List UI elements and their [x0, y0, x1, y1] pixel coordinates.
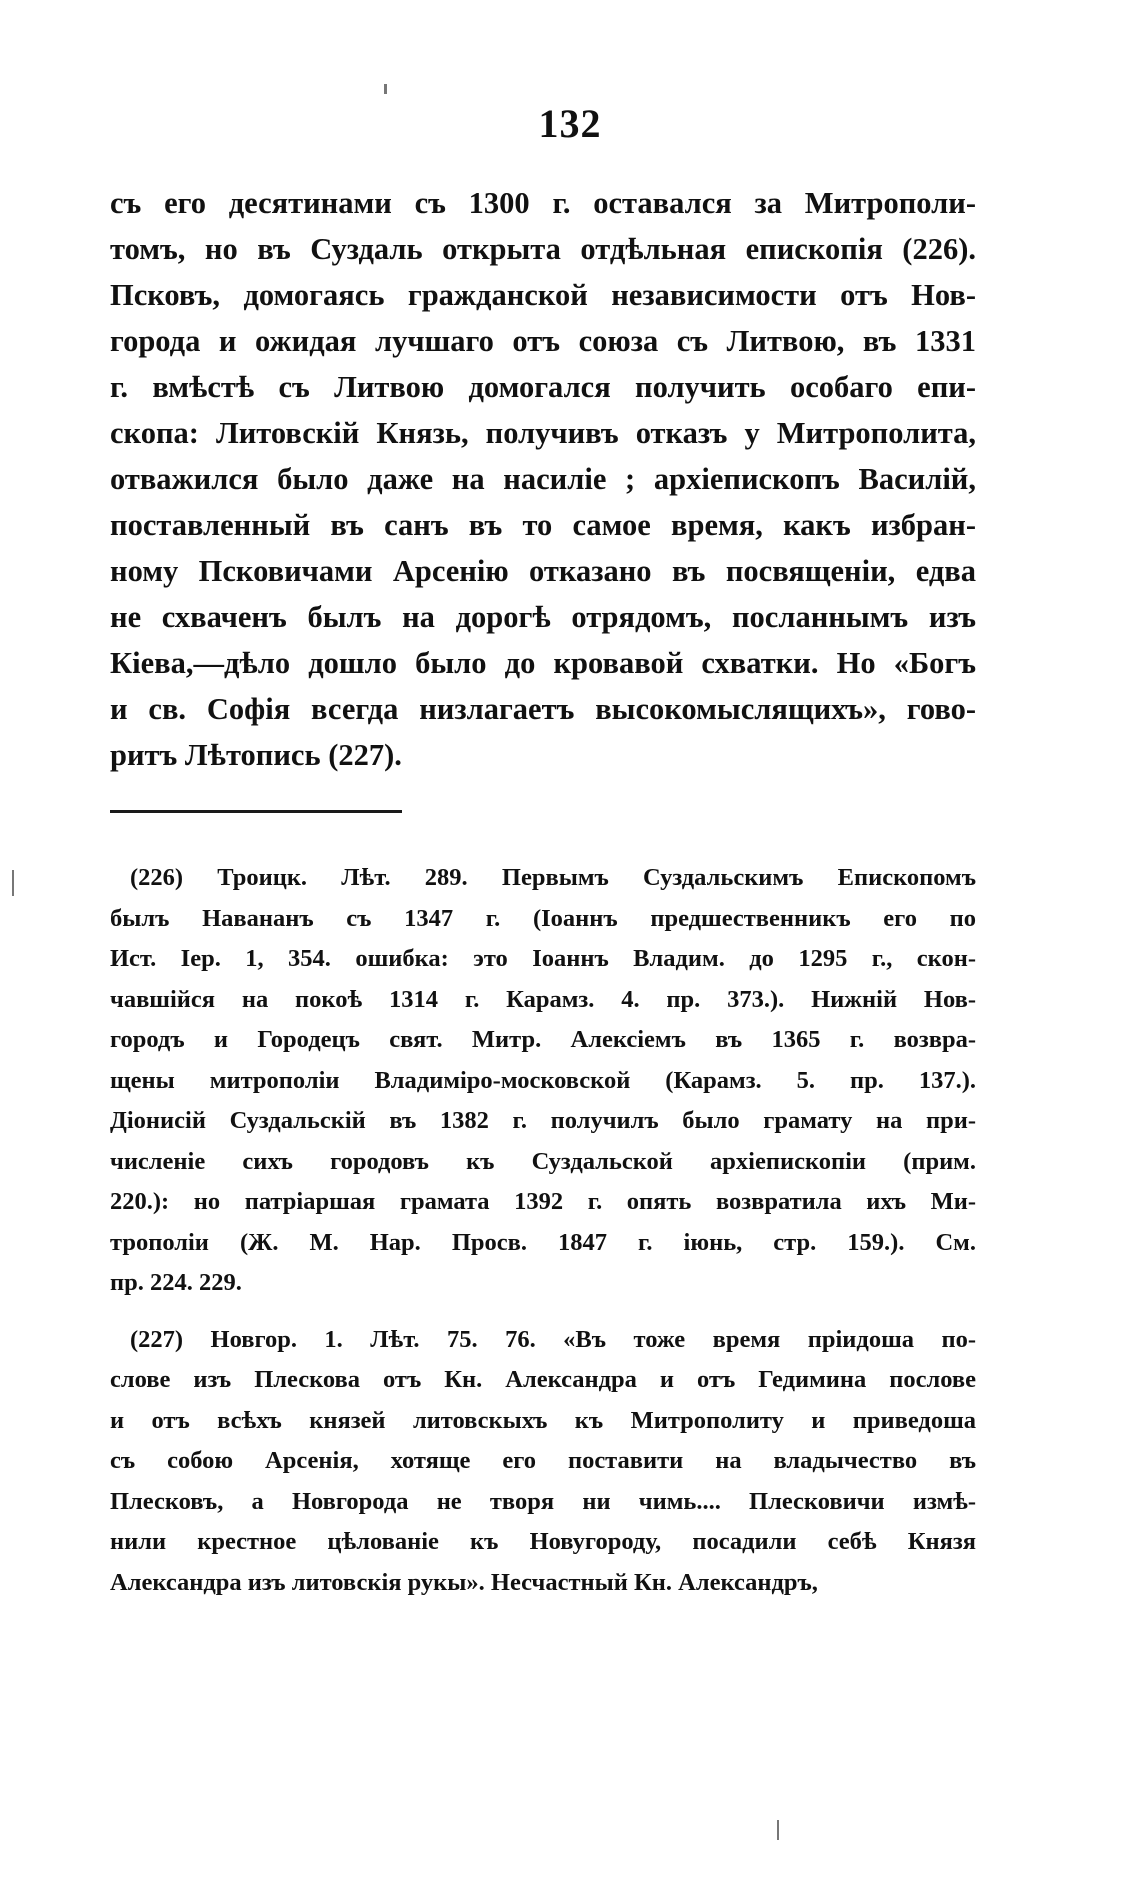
footnotes-block [110, 858, 976, 1603]
scan-mark-bottom [777, 1820, 779, 1840]
footnote-227 [110, 1320, 976, 1604]
text-line: съ его десятинами съ 1300 г. оставался за Митрополи- [110, 186, 976, 220]
footnote-line: Діонисій Суздальскій въ 1382 г. получилъ было грамату на при- [110, 1107, 976, 1134]
text-line: г. вмѣстѣ съ Литвою домогался получить особаго епи- [110, 370, 976, 404]
footnote-line: городъ и Городецъ свят. Митр. Алексіемъ въ 1365 г. возвра- [110, 1026, 976, 1053]
page-number: 132 [538, 101, 602, 146]
footnote-line: былъ Навананъ съ 1347 г. (Іоаннъ предшественникъ его по [110, 904, 976, 932]
text-line: не схваченъ былъ на дорогѣ отрядомъ, посланнымъ изъ [110, 600, 976, 634]
footnote-226 [110, 858, 976, 1304]
footnote-line: нили крестное цѣлованіе къ Новугороду, посадили себѣ Князя [110, 1528, 976, 1555]
footnote-separator [110, 810, 402, 813]
footnote-line: 220.): но патріаршая грамата 1392 г. опять возвратила ихъ Ми- [110, 1188, 976, 1215]
footnote-line: слове изъ Плескова отъ Кн. Александра и отъ Гедимина послове [110, 1366, 976, 1393]
footnote-line: трополіи (Ж. М. Нар. Просв. 1847 г. іюнь, стр. 159.). См. [110, 1228, 976, 1256]
scan-mark-top [384, 84, 387, 94]
footnote-gap [110, 1304, 976, 1320]
text-line: ритъ Лѣтопись (227). [110, 738, 402, 772]
footnote-line: съ собою Арсенія, хотяще его поставити на владычество въ [110, 1447, 976, 1474]
text-line: томъ, но въ Суздаль открыта отдѣльная епископія (226). [110, 232, 976, 266]
text-line: скопа: Литовскій Князь, получивъ отказъ у Митрополита, [110, 416, 976, 450]
text-line: ному Псковичами Арсенію отказано въ посвященіи, едва [110, 554, 976, 588]
text-line: города и ожидая лучшаго отъ союза съ Литвою, въ 1331 [110, 324, 976, 358]
footnote-line: Ист. Іер. 1, 354. ошибка: это Іоаннъ Владим. до 1295 г., скон- [110, 945, 976, 972]
text-line: Псковъ, домогаясь гражданской независимости отъ Нов- [110, 278, 976, 312]
footnote-line: и отъ всѣхъ князей литовскыхъ къ Митрополиту и приведоша [110, 1406, 976, 1434]
text-line: поставленный въ санъ въ то самое время, какъ избран- [110, 508, 976, 542]
text-line: Кіева,—дѣло дошло было до кровавой схватки. Но «Богъ [110, 646, 976, 680]
footnote-line: (227) Новгор. 1. Лѣт. 75. 76. «Въ тоже время пріидоша по- [130, 1325, 976, 1353]
footnote-line: пр. 224. 229. [110, 1269, 242, 1296]
footnote-line: Александра изъ литовскія рукы». Несчастный Кн. Александръ, [110, 1568, 818, 1596]
footnote-line: щены митрополіи Владиміро-московской (Карамз. 5. пр. 137.). [110, 1066, 976, 1094]
footnote-line: Плесковъ, а Новгорода не творя ни чимь.... Плесковичи измѣ- [110, 1487, 976, 1515]
text-line: и св. Софія всегда низлагаетъ высокомыслящихъ», гово- [110, 692, 976, 726]
main-paragraph [110, 180, 976, 778]
footnote-line: численіе сихъ городовъ къ Суздальской архіепископіи (прим. [110, 1147, 976, 1175]
footnote-line: (226) Троицк. Лѣт. 289. Первымъ Суздальскимъ Епископомъ [130, 864, 976, 891]
text-line: отважился было даже на насиліе ; архіепископъ Василій, [110, 462, 976, 496]
scan-mark-left [12, 870, 14, 896]
footnote-line: чавшійся на покоѣ 1314 г. Карамз. 4. пр. 373.). Нижній Нов- [110, 985, 976, 1013]
